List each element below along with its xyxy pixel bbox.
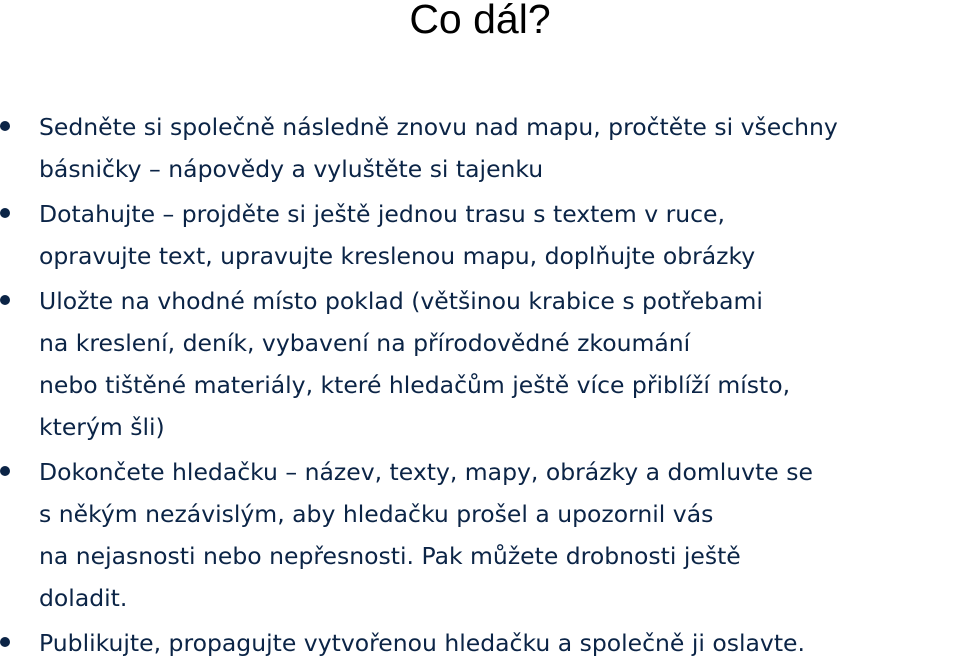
- bullet-line: Uložte na vhodné místo poklad (většinou krabice s potřebami: [39, 287, 763, 315]
- bullet-line: Sedněte si společně následně znovu nad mapu, pročtěte si všechny: [39, 113, 838, 141]
- bullet-item: [0, 622, 960, 664]
- bullet-line: kterým šli): [39, 413, 165, 441]
- bullet-item: [0, 280, 960, 448]
- bullet-list: [0, 106, 960, 667]
- bullet-item: [0, 106, 960, 190]
- bullet-dot-icon: [0, 121, 10, 131]
- slide-title: Co dál?: [409, 0, 551, 42]
- bullet-line: s někým nezávislým, aby hledačku prošel a upozornil vás: [39, 500, 714, 528]
- bullet-dot-icon: [0, 295, 10, 305]
- bullet-dot-icon: [0, 466, 10, 476]
- bullet-line: na kreslení, deník, vybavení na přírodovědné zkoumání: [39, 329, 691, 357]
- bullet-line: doladit.: [39, 584, 128, 612]
- bullet-dot-icon: [0, 637, 10, 647]
- bullet-line: Dotahujte – projděte si ještě jednou trasu s textem v ruce,: [39, 200, 725, 228]
- bullet-line: nebo tištěné materiály, které hledačům ještě více přiblíží místo,: [39, 371, 791, 399]
- bullet-item: [0, 451, 960, 619]
- bullet-dot-icon: [0, 208, 10, 218]
- bullet-line: básničky – nápovědy a vyluštěte si tajenku: [39, 155, 544, 183]
- bullet-line: na nejasnosti nebo nepřesnosti. Pak můžete drobnosti ještě: [39, 542, 741, 570]
- bullet-line: opravujte text, upravujte kreslenou mapu, doplňujte obrázky: [39, 242, 756, 270]
- bullet-line: Dokončete hledačku – název, texty, mapy, obrázky a domluvte se: [39, 458, 813, 486]
- bullet-item: [0, 193, 960, 277]
- bullet-line: Publikujte, propagujte vytvořenou hledačku a společně ji oslavte.: [39, 629, 805, 657]
